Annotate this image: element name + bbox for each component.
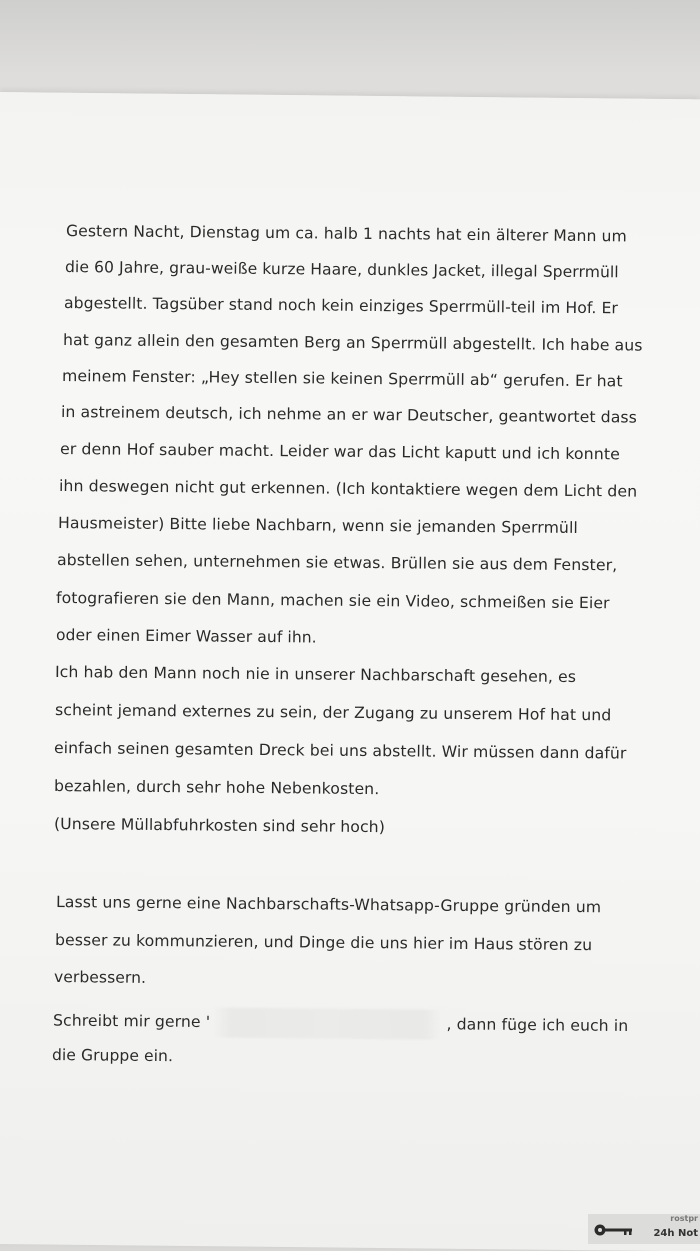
corner-text-top: rostpr — [670, 1214, 698, 1223]
contact-line — [53, 1006, 629, 1042]
letter-line: hat ganz allein den gesamten Berg an Sperrmüll abgestellt. Ich habe aus — [63, 331, 643, 355]
letter-line: abstellen sehen, unternehmen sie etwas. Brüllen sie aus dem Fenster, — [57, 551, 617, 574]
letter-line: bezahlen, durch sehr hohe Nebenkosten. — [54, 777, 380, 798]
letter-line: die Gruppe ein. — [52, 1046, 173, 1065]
letter-line: Hausmeister) Bitte liebe Nachbarn, wenn sie jemanden Sperrmüll — [58, 514, 578, 537]
corner-sticker — [588, 1214, 700, 1244]
letter-line: Lasst uns gerne eine Nachbarschafts-Whatsapp-Gruppe gründen um — [56, 893, 601, 916]
letter-line: abgestellt. Tagsüber stand noch kein einziges Sperrmüll-teil im Hof. Er — [64, 294, 618, 317]
letter-line: scheint jemand externes zu sein, der Zugang zu unserem Hof hat und — [55, 701, 612, 724]
letter-line: verbessern. — [54, 968, 146, 987]
letter-line: er denn Hof sauber macht. Leider war das Licht kaputt und ich konnte — [60, 440, 620, 463]
letter-line: (Unsere Müllabfuhrkosten sind sehr hoch) — [54, 815, 385, 836]
letter-line: in astreinem deutsch, ich nehme an er war Deutscher, geantwortet dass — [61, 403, 637, 427]
letter-line: ihn deswegen nicht gut erkennen. (Ich kontaktiere wegen dem Licht den — [59, 477, 637, 501]
letter-line: fotografieren sie den Mann, machen sie ein Video, schmeißen sie Eier — [56, 589, 610, 612]
letter-line: besser zu kommunzieren, und Dinge die uns hier im Haus stören zu — [55, 931, 592, 954]
letter-line: Gestern Nacht, Dienstag um ca. halb 1 nachts hat ein älterer Mann um — [66, 222, 627, 245]
letter-line: Ich hab den Mann noch nie in unserer Nachbarschaft gesehen, es — [55, 663, 576, 686]
letter-line: einfach seinen gesamten Dreck bei uns abstellt. Wir müssen dann dafür — [54, 739, 627, 762]
key-icon — [594, 1223, 634, 1237]
corner-text-bottom: 24h Not — [653, 1228, 698, 1239]
letter-line: oder einen Eimer Wasser auf ihn. — [56, 626, 317, 647]
letter-line: meinem Fenster: „Hey stellen sie keinen Sperrmüll ab“ gerufen. Er hat — [62, 367, 623, 390]
letter-line: die 60 Jahre, grau-weiße kurze Haare, dunkles Jacket, illegal Sperrmüll — [65, 258, 619, 281]
contact-line-end: , dann füge ich euch in — [446, 1015, 628, 1035]
contact-line-start: Schreibt mir gerne ' — [53, 1012, 210, 1032]
redacted-contact — [212, 1008, 443, 1040]
